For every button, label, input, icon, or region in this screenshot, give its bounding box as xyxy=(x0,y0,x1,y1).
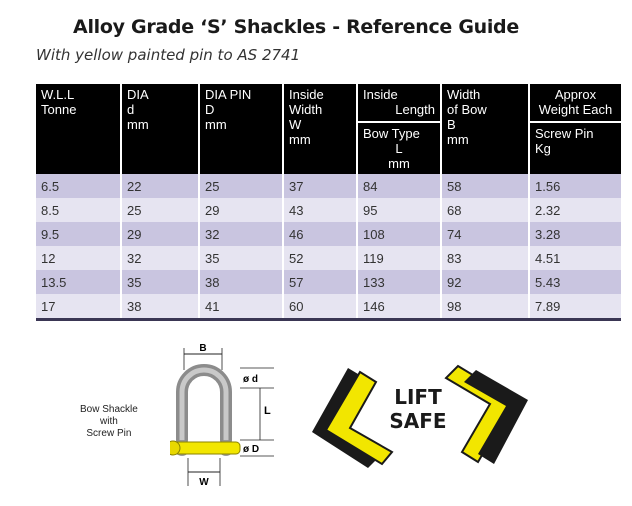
shackle-caption: Bow Shackle with Screw Pin xyxy=(80,404,138,439)
cell-dia: 25 xyxy=(121,198,199,222)
label-b: B xyxy=(199,343,207,354)
header-wll: W.L.L Tonne xyxy=(36,84,121,174)
cell-dia-pin: 41 xyxy=(199,294,283,320)
label-w: W xyxy=(199,477,209,488)
cell-inside-length: 95 xyxy=(357,198,441,222)
cell-wll: 13.5 xyxy=(36,270,121,294)
table-row xyxy=(36,198,621,222)
table-row xyxy=(36,270,621,294)
cell-dia-pin: 29 xyxy=(199,198,283,222)
header-inside-length: Inside Length xyxy=(357,84,441,122)
cell-inside-width: 52 xyxy=(283,246,357,270)
cell-wll: 6.5 xyxy=(36,174,121,198)
page-title: Alloy Grade ‘S’ Shackles - Reference Guide xyxy=(73,16,519,38)
cell-width-of-bow: 58 xyxy=(441,174,529,198)
header-bow-type: Bow Type L mm xyxy=(357,122,441,174)
header-inside-width: Inside Width W mm xyxy=(283,84,357,174)
header-dia-pin: DIA PIN D mm xyxy=(199,84,283,174)
cell-weight: 1.56 xyxy=(529,174,621,198)
cell-weight: 5.43 xyxy=(529,270,621,294)
table-row xyxy=(36,246,621,270)
cell-inside-length: 84 xyxy=(357,174,441,198)
cell-dia: 29 xyxy=(121,222,199,246)
header-dia: DIA d mm xyxy=(121,84,199,174)
shackle-diagram xyxy=(170,340,280,490)
cell-inside-length: 108 xyxy=(357,222,441,246)
header-width-of-bow: Width of Bow B mm xyxy=(441,84,529,174)
cell-weight: 2.32 xyxy=(529,198,621,222)
page-subtitle: With yellow painted pin to AS 2741 xyxy=(36,46,301,64)
cell-dia-pin: 35 xyxy=(199,246,283,270)
cell-inside-length: 119 xyxy=(357,246,441,270)
cell-wll: 8.5 xyxy=(36,198,121,222)
logo-left-yellow-bracket xyxy=(326,372,392,464)
cell-dia-pin: 25 xyxy=(199,174,283,198)
lift-safe-logo xyxy=(310,360,530,470)
cell-wll: 12 xyxy=(36,246,121,270)
cell-inside-length: 133 xyxy=(357,270,441,294)
header-screw-pin: Screw Pin Kg xyxy=(529,122,621,174)
cell-inside-width: 57 xyxy=(283,270,357,294)
cell-width-of-bow: 68 xyxy=(441,198,529,222)
logo-text-lift: LIFT xyxy=(394,385,442,409)
header-approx-weight: Approx Weight Each xyxy=(529,84,621,122)
label-l: L xyxy=(264,405,271,417)
cell-weight: 3.28 xyxy=(529,222,621,246)
cell-inside-length: 146 xyxy=(357,294,441,320)
shackle-bow xyxy=(182,370,226,440)
logo-text-safe: SAFE xyxy=(389,409,447,433)
table-row xyxy=(36,174,621,198)
cell-dia-pin: 32 xyxy=(199,222,283,246)
label-d-big: ø D xyxy=(243,444,260,455)
cell-width-of-bow: 83 xyxy=(441,246,529,270)
cell-dia: 38 xyxy=(121,294,199,320)
cell-weight: 4.51 xyxy=(529,246,621,270)
cell-inside-width: 60 xyxy=(283,294,357,320)
cell-dia: 22 xyxy=(121,174,199,198)
shackle-reference-table xyxy=(36,84,621,321)
cell-weight: 7.89 xyxy=(529,294,621,320)
cell-inside-width: 37 xyxy=(283,174,357,198)
cell-inside-width: 43 xyxy=(283,198,357,222)
table-row xyxy=(36,294,621,320)
cell-wll: 17 xyxy=(36,294,121,320)
label-d-small: ø d xyxy=(243,374,258,385)
cell-dia: 32 xyxy=(121,246,199,270)
cell-inside-width: 46 xyxy=(283,222,357,246)
cell-width-of-bow: 92 xyxy=(441,270,529,294)
cell-width-of-bow: 74 xyxy=(441,222,529,246)
pin-head xyxy=(170,441,180,455)
table-row xyxy=(36,222,621,246)
cell-dia-pin: 38 xyxy=(199,270,283,294)
cell-dia: 35 xyxy=(121,270,199,294)
cell-width-of-bow: 98 xyxy=(441,294,529,320)
cell-wll: 9.5 xyxy=(36,222,121,246)
